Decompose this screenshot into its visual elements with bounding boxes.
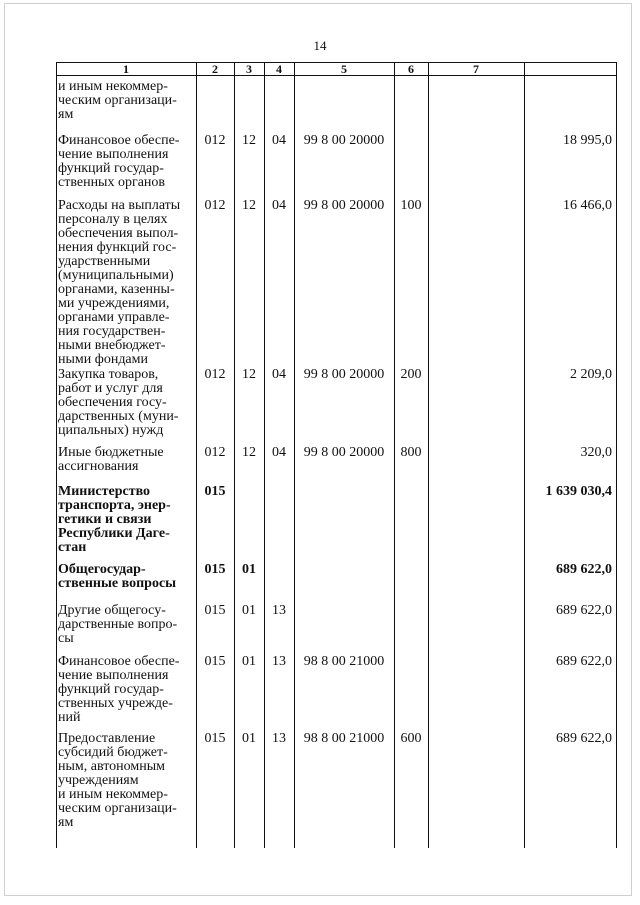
header-col-5: 5: [341, 62, 347, 76]
subsection-code: 13: [272, 654, 286, 669]
amount-value: 1 639 030,4: [545, 484, 612, 499]
expense-type-code: 200: [400, 367, 422, 382]
column-rule: [428, 62, 429, 848]
subsection-code: 04: [272, 367, 286, 382]
section-code: 12: [242, 445, 256, 460]
target-code: 99 8 00 20000: [303, 367, 385, 382]
amount-value: 16 466,0: [563, 198, 612, 213]
ministry-code: 015: [204, 484, 226, 499]
row-name: Иные бюджетные ассигнования: [58, 445, 164, 474]
subsection-code: 04: [272, 445, 286, 460]
header-col-3: 3: [246, 62, 252, 76]
row-name: Другие общегосу- дарственные вопро- сы: [58, 603, 178, 646]
section-code: 12: [242, 133, 256, 148]
target-code: 98 8 00 21000: [303, 654, 385, 669]
target-code: 99 8 00 20000: [303, 445, 385, 460]
column-rule: [56, 62, 57, 848]
ministry-code: 012: [204, 445, 226, 460]
page-number: 14: [313, 38, 327, 53]
ministry-code: 012: [204, 133, 226, 148]
amount-value: 18 995,0: [563, 133, 612, 148]
section-code: 01: [242, 603, 256, 618]
section-code: 12: [242, 198, 256, 213]
subsection-code: 13: [272, 603, 286, 618]
row-name: Предоставление субсидий бюджет- ным, автономным учреждениям и иным некоммер- ческим организаци- ям: [58, 731, 177, 830]
subsection-code: 13: [272, 731, 286, 746]
ministry-code: 015: [204, 731, 226, 746]
budget-table: [56, 62, 616, 848]
target-code: 99 8 00 20000: [303, 198, 385, 213]
column-rule: [616, 62, 617, 848]
target-code: 98 8 00 21000: [303, 731, 385, 746]
amount-value: 320,0: [580, 445, 612, 460]
expense-type-code: 600: [400, 731, 422, 746]
subsection-code: 04: [272, 198, 286, 213]
header-bottom-rule: [56, 75, 616, 76]
ministry-code: 015: [204, 562, 226, 577]
subsection-code: 04: [272, 133, 286, 148]
expense-type-code: 100: [400, 198, 422, 213]
row-name: Общегосудар- ственные вопросы: [58, 562, 177, 591]
row-name: Финансовое обеспе- чение выполнения функций государ- ственных органов: [58, 133, 180, 190]
header-col-4: 4: [276, 62, 282, 76]
row-name: Финансовое обеспе- чение выполнения функций государ- ственных учрежде- ний: [58, 654, 180, 725]
section-code: 01: [242, 562, 256, 577]
column-rule: [524, 62, 525, 848]
header-col-1: 1: [123, 62, 129, 76]
amount-value: 2 209,0: [570, 367, 612, 382]
ministry-code: 012: [204, 367, 226, 382]
row-name: Закупка товаров, работ и услуг для обеспечения госу- дарственных (муни- ципальных) нужд: [58, 367, 179, 438]
row-name: Министерство транспорта, энер- гетики и связи Республики Даге- стан: [58, 484, 171, 555]
ministry-code: 015: [204, 603, 226, 618]
section-code: 01: [242, 731, 256, 746]
target-code: 99 8 00 20000: [303, 133, 385, 148]
amount-value: 689 622,0: [556, 731, 612, 746]
expense-type-code: 800: [400, 445, 422, 460]
header-col-6: 6: [408, 62, 414, 76]
amount-value: 689 622,0: [556, 562, 612, 577]
section-code: 12: [242, 367, 256, 382]
header-col-2: 2: [212, 62, 218, 76]
section-code: 01: [242, 654, 256, 669]
amount-value: 689 622,0: [556, 654, 612, 669]
amount-value: 689 622,0: [556, 603, 612, 618]
ministry-code: 015: [204, 654, 226, 669]
row-name: Расходы на выплаты персоналу в целях обеспечения выпол- нения функций гос- ударственными (муниципальными) органами, казенны- ми учреждениями, органами управле- ния государствен- ными внебюджет- ными фондами: [58, 198, 181, 367]
row-name: и иным некоммер- ческим организаци- ям: [58, 79, 177, 122]
header-col-7: 7: [473, 62, 479, 76]
ministry-code: 012: [204, 198, 226, 213]
